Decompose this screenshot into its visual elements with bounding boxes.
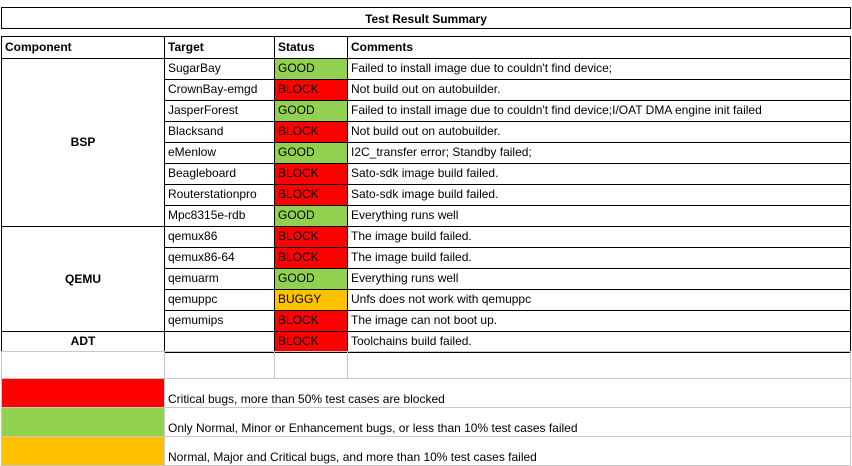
row-comment: Toolchains build failed. — [347, 331, 851, 353]
row-status: BUGGY — [274, 289, 348, 311]
row-target: qemumips — [164, 310, 275, 332]
row-comment: Not build out on autobuilder. — [347, 121, 851, 143]
row-target — [164, 331, 275, 353]
row-status: BLOCK — [274, 331, 348, 353]
row-target: qemux86-64 — [164, 247, 275, 269]
row-comment: The image can not boot up. — [347, 310, 851, 332]
row-status: GOOD — [274, 268, 348, 290]
row-status: GOOD — [274, 142, 348, 164]
row-status: BLOCK — [274, 247, 348, 269]
component-bsp: BSP — [1, 58, 165, 227]
row-target: Routerstationpro — [164, 184, 275, 206]
legend-text: Critical bugs, more than 50% test cases are blocked — [164, 378, 851, 408]
row-comment: I2C_transfer error; Standby failed; — [347, 142, 851, 164]
row-comment: Everything runs well — [347, 205, 851, 227]
blank-cell — [347, 351, 851, 379]
header-component: Component — [1, 36, 165, 59]
row-target: Blacksand — [164, 121, 275, 143]
row-target: Beagleboard — [164, 163, 275, 185]
row-target: eMenlow — [164, 142, 275, 164]
blank-cell — [164, 351, 275, 379]
row-status: GOOD — [274, 100, 348, 122]
sheet-title: Test Result Summary — [1, 7, 851, 29]
row-comment: Everything runs well — [347, 268, 851, 290]
row-target: JasperForest — [164, 100, 275, 122]
row-target: Mpc8315e-rdb — [164, 205, 275, 227]
row-comment: Unfs does not work with qemuppc — [347, 289, 851, 311]
legend-swatch — [1, 436, 165, 466]
row-comment: The image build failed. — [347, 226, 851, 248]
row-status: BLOCK — [274, 121, 348, 143]
row-comment: Sato-sdk image build failed. — [347, 163, 851, 185]
legend-text: Normal, Major and Critical bugs, and more than 10% test cases failed — [164, 436, 851, 466]
row-target: qemux86 — [164, 226, 275, 248]
row-status: BLOCK — [274, 79, 348, 101]
component-adt: ADT — [1, 331, 165, 352]
row-status: BLOCK — [274, 184, 348, 206]
row-status: GOOD — [274, 58, 348, 80]
row-status: BLOCK — [274, 163, 348, 185]
legend-swatch — [1, 407, 165, 437]
row-comment: Sato-sdk image build failed. — [347, 184, 851, 206]
row-target: CrownBay-emgd — [164, 79, 275, 101]
header-comments: Comments — [347, 36, 851, 59]
header-target: Target — [164, 36, 275, 59]
row-status: BLOCK — [274, 226, 348, 248]
blank-cell — [274, 351, 348, 379]
row-status: GOOD — [274, 205, 348, 227]
legend-swatch — [1, 378, 165, 408]
component-qemu: QEMU — [1, 226, 165, 332]
row-target: qemuarm — [164, 268, 275, 290]
row-comment: Failed to install image due to couldn't find device;I/OAT DMA engine init failed — [347, 100, 851, 122]
row-comment: Failed to install image due to couldn't find device; — [347, 58, 851, 80]
row-comment: Not build out on autobuilder. — [347, 79, 851, 101]
row-target: SugarBay — [164, 58, 275, 80]
row-comment: The image build failed. — [347, 247, 851, 269]
header-status: Status — [274, 36, 348, 59]
row-target: qemuppc — [164, 289, 275, 311]
legend-text: Only Normal, Minor or Enhancement bugs, or less than 10% test cases failed — [164, 407, 851, 437]
row-status: BLOCK — [274, 310, 348, 332]
blank-cell — [1, 351, 165, 379]
